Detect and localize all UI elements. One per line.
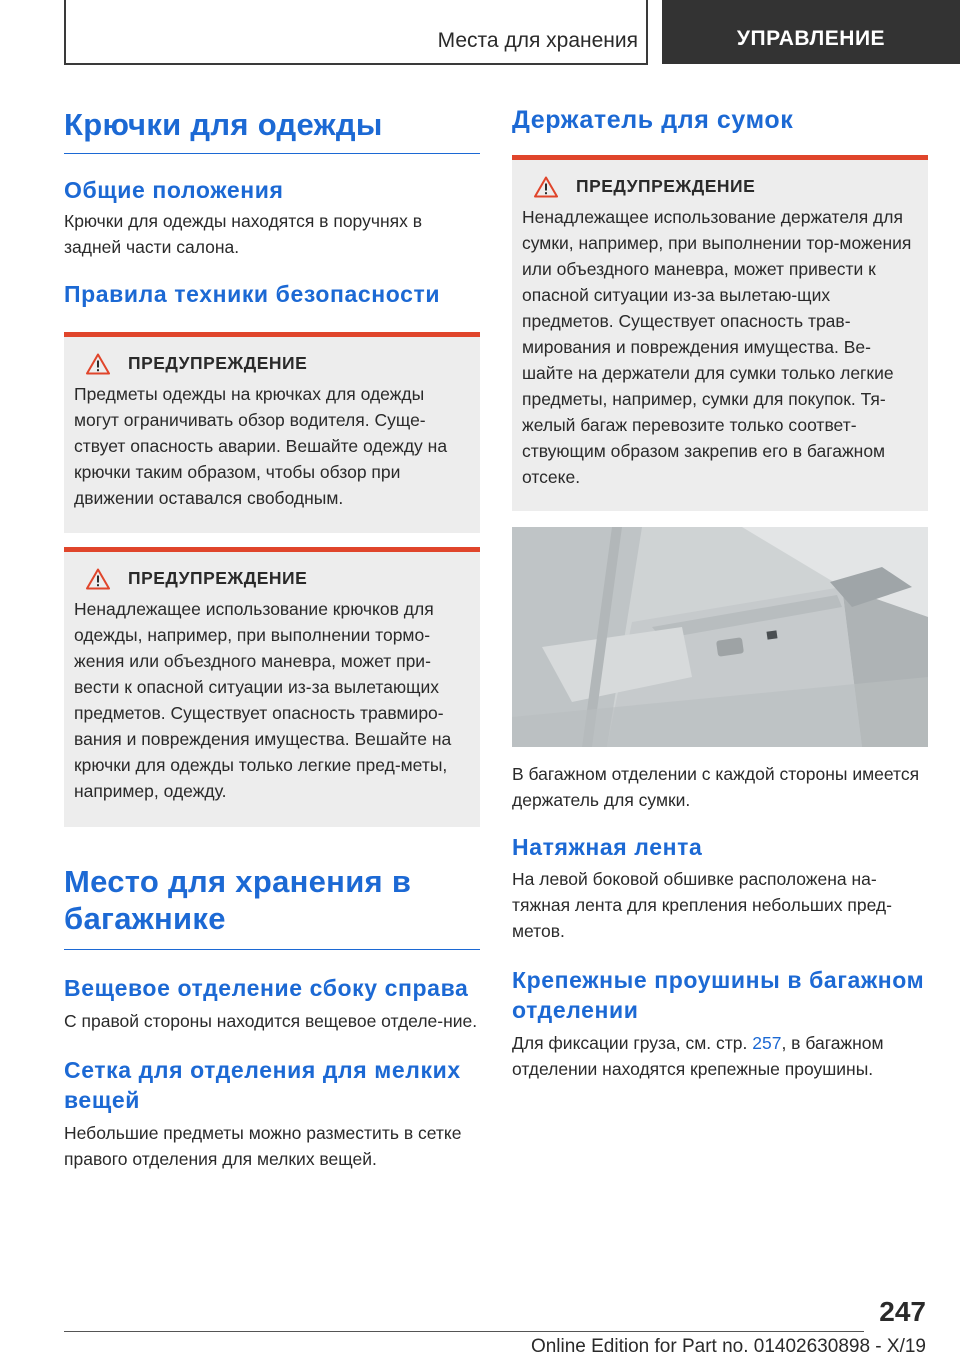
left-column bbox=[64, 100, 480, 1172]
header-frame-left bbox=[64, 0, 66, 64]
warning-title: ПРЕДУПРЕЖДЕНИЕ bbox=[128, 353, 308, 374]
warning-box-1 bbox=[64, 332, 480, 533]
paragraph-strap: На левой боковой обшивке расположена на-тяжная лента для крепления небольших пред-метов. bbox=[512, 869, 892, 942]
heading-clothes-hooks: Крючки для одежды bbox=[64, 107, 383, 142]
page-reference-link[interactable]: 257 bbox=[752, 1033, 782, 1054]
header-chapter-label: УПРАВЛЕНИЕ bbox=[736, 27, 886, 50]
footer-rule bbox=[64, 1331, 864, 1332]
heading-general: Общие положения bbox=[64, 177, 284, 204]
paragraph-bag-holder: В багажном отделении с каждой стороны имеется держатель для сумки. bbox=[512, 763, 920, 810]
warning-header bbox=[534, 176, 918, 198]
footer-edition: Online Edition for Part no. 01402630898 - X/19 bbox=[530, 1336, 926, 1357]
heading-side-compartment: Вещевое отделение сбоку справа bbox=[64, 975, 469, 1002]
warning-box-3 bbox=[512, 155, 928, 511]
paragraph-text: Для фиксации груза, см. стр. bbox=[512, 1033, 748, 1054]
heading-rule bbox=[64, 153, 480, 154]
header-frame-bottom bbox=[64, 63, 648, 65]
paragraph-general: Крючки для одежды находятся в поручнях в задней части салона. bbox=[64, 211, 423, 258]
paragraph-tie-down-eyes bbox=[512, 1030, 928, 1082]
heading-safety: Правила техники безопасности bbox=[64, 281, 441, 308]
trunk-illustration bbox=[512, 527, 928, 747]
right-column bbox=[512, 100, 928, 1082]
heading-strap: Натяжная лента bbox=[512, 833, 703, 860]
paragraph-net: Небольшие предметы можно разместить в сетке правого отделения для мелких вещей. bbox=[64, 1123, 462, 1170]
warning-header bbox=[86, 353, 470, 375]
heading-tie-down-eyes: Крепежные проушины в багажном отделении bbox=[512, 967, 925, 1024]
header-section-title: Места для хранения bbox=[437, 29, 638, 52]
header-frame-divider bbox=[646, 0, 648, 64]
heading-bag-holder: Держатель для сумок bbox=[512, 106, 794, 134]
heading-trunk-storage: Место для хранения в багажнике bbox=[64, 863, 412, 937]
warning-text: Ненадлежащее использование держателя для сумки, например, при выполнении тор-можения или объездного маневра, может привести к опасной ситуации из-за вылетаю-щих предметов. Существует опасность трав-мирования и повреждения имущества. Ве-шайте на держатели для сумки только легкие предметы, например, сумки для покупок. Тя-желый багаж перевозите только соответ-ствующим образом закрепив его в багажном отсеке. bbox=[522, 206, 912, 487]
warning-triangle-icon bbox=[86, 353, 110, 375]
warning-triangle-icon bbox=[86, 568, 110, 590]
trunk-photo bbox=[512, 527, 928, 747]
paragraph-text: , в багажном отделении находятся крепежные проушины. bbox=[512, 1033, 884, 1080]
heading-rule bbox=[64, 949, 480, 950]
warning-triangle-icon bbox=[534, 176, 558, 198]
paragraph-side-compartment: С правой стороны находится вещевое отделе-ние. bbox=[64, 1011, 478, 1032]
header-chapter-tab bbox=[662, 0, 960, 64]
warning-box-2 bbox=[64, 547, 480, 827]
warning-header bbox=[86, 568, 470, 590]
heading-net: Сетка для отделения для мелких вещей bbox=[64, 1057, 461, 1114]
warning-text: Ненадлежащее использование крючков для одежды, например, при выполнении тормо-жения или объездного маневра, может при-вести к опасной ситуации из-за вылетающих предметов. Существует опасность травмиро-вания и повреждения имущества. Вешайте на крючки для одежды только легкие пред-меты, например, одежду. bbox=[74, 598, 452, 801]
warning-text: Предметы одежды на крючках для одежды могут ограничивать обзор водителя. Суще-ствует опасность аварии. Вешайте одежду на крючки таким образом, чтобы обзор при движении оставался свободным. bbox=[74, 383, 448, 508]
warning-title: ПРЕДУПРЕЖДЕНИЕ bbox=[576, 176, 756, 196]
page-number: 247 bbox=[879, 1296, 926, 1327]
warning-title: ПРЕДУПРЕЖДЕНИЕ bbox=[128, 568, 308, 589]
